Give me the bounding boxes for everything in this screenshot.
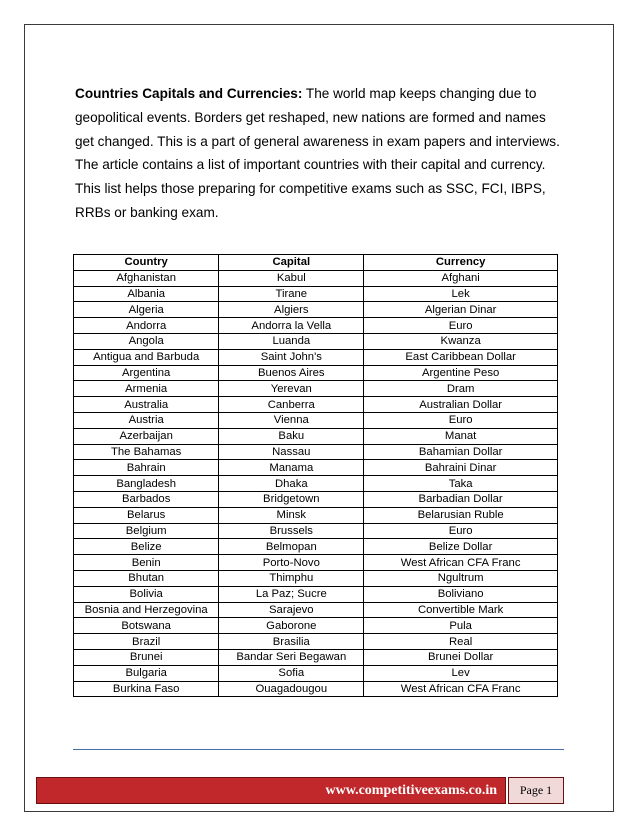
cell-country: Austria [74, 412, 219, 428]
table-row [74, 333, 558, 349]
table-row [74, 586, 558, 602]
cell-capital: La Paz; Sucre [219, 586, 364, 602]
table-row [74, 318, 558, 334]
intro-bold-lead: Countries Capitals and Currencies: [75, 86, 303, 101]
table-body [74, 270, 558, 697]
table-row [74, 460, 558, 476]
cell-country: Albania [74, 286, 219, 302]
cell-capital: Belmopan [219, 539, 364, 555]
cell-capital: Canberra [219, 397, 364, 413]
cell-country: Belize [74, 539, 219, 555]
cell-capital: Algiers [219, 302, 364, 318]
cell-country: Bahrain [74, 460, 219, 476]
cell-capital: Vienna [219, 412, 364, 428]
cell-capital: Sofia [219, 665, 364, 681]
cell-country: Armenia [74, 381, 219, 397]
table-row [74, 476, 558, 492]
cell-currency: Belarusian Ruble [364, 507, 558, 523]
cell-currency: Manat [364, 428, 558, 444]
countries-table [73, 254, 558, 697]
cell-currency: Real [364, 634, 558, 650]
cell-country: Belgium [74, 523, 219, 539]
cell-country: Burkina Faso [74, 681, 219, 697]
cell-currency: West African CFA Franc [364, 681, 558, 697]
table-row [74, 349, 558, 365]
cell-currency: Australian Dollar [364, 397, 558, 413]
cell-country: Bangladesh [74, 476, 219, 492]
cell-capital: Bridgetown [219, 491, 364, 507]
cell-currency: Lek [364, 286, 558, 302]
cell-capital: Brasilia [219, 634, 364, 650]
table-row [74, 681, 558, 697]
table-row [74, 412, 558, 428]
cell-country: Antigua and Barbuda [74, 349, 219, 365]
cell-currency: Argentine Peso [364, 365, 558, 381]
cell-capital: Andorra la Vella [219, 318, 364, 334]
table-row [74, 523, 558, 539]
cell-currency: East Caribbean Dollar [364, 349, 558, 365]
cell-country: Bhutan [74, 570, 219, 586]
cell-currency: Bahamian Dollar [364, 444, 558, 460]
header-country: Country [74, 255, 219, 271]
table-row [74, 539, 558, 555]
cell-currency: Dram [364, 381, 558, 397]
cell-capital: Saint John's [219, 349, 364, 365]
table-row [74, 602, 558, 618]
cell-capital: Luanda [219, 333, 364, 349]
cell-country: Brunei [74, 649, 219, 665]
table-row [74, 649, 558, 665]
cell-capital: Manama [219, 460, 364, 476]
cell-currency: Afghani [364, 270, 558, 286]
table-row [74, 365, 558, 381]
cell-currency: Convertible Mark [364, 602, 558, 618]
cell-country: Belarus [74, 507, 219, 523]
cell-capital: Buenos Aires [219, 365, 364, 381]
cell-currency: Euro [364, 412, 558, 428]
cell-capital: Dhaka [219, 476, 364, 492]
table-row [74, 444, 558, 460]
cell-capital: Kabul [219, 270, 364, 286]
footer-divider [73, 749, 564, 750]
intro-body: The world map keeps changing due to geopolitical events. Borders get reshaped, new nations are formed and names get changed. This is a part of general awareness in exam papers and interviews. The article contains a list of important countries with their capital and currency. This list helps those preparing for competitive exams such as SSC, FCI, IBPS, RRBs or banking exam. [75, 86, 560, 220]
cell-currency: Pula [364, 618, 558, 634]
cell-country: Algeria [74, 302, 219, 318]
cell-capital: Sarajevo [219, 602, 364, 618]
cell-country: Bulgaria [74, 665, 219, 681]
cell-capital: Ouagadougou [219, 681, 364, 697]
table-row [74, 270, 558, 286]
cell-capital: Yerevan [219, 381, 364, 397]
cell-country: Brazil [74, 634, 219, 650]
cell-country: The Bahamas [74, 444, 219, 460]
table-row [74, 491, 558, 507]
cell-currency: Brunei Dollar [364, 649, 558, 665]
cell-country: Angola [74, 333, 219, 349]
cell-country: Azerbaijan [74, 428, 219, 444]
cell-country: Bosnia and Herzegovina [74, 602, 219, 618]
cell-currency: Belize Dollar [364, 539, 558, 555]
footer-url-link[interactable]: www.competitiveexams.co.in [325, 783, 497, 798]
cell-currency: Algerian Dinar [364, 302, 558, 318]
cell-currency: West African CFA Franc [364, 555, 558, 571]
footer-bar [36, 777, 506, 804]
table-row [74, 555, 558, 571]
cell-currency: Bahraini Dinar [364, 460, 558, 476]
cell-currency: Euro [364, 523, 558, 539]
cell-country: Benin [74, 555, 219, 571]
cell-country: Bolivia [74, 586, 219, 602]
cell-capital: Bandar Seri Begawan [219, 649, 364, 665]
cell-country: Botswana [74, 618, 219, 634]
cell-currency: Taka [364, 476, 558, 492]
table-row [74, 302, 558, 318]
header-currency: Currency [364, 255, 558, 271]
cell-currency: Euro [364, 318, 558, 334]
cell-capital: Gaborone [219, 618, 364, 634]
cell-capital: Tirane [219, 286, 364, 302]
cell-capital: Thimphu [219, 570, 364, 586]
cell-currency: Boliviano [364, 586, 558, 602]
cell-country: Argentina [74, 365, 219, 381]
table-row [74, 665, 558, 681]
cell-country: Afghanistan [74, 270, 219, 286]
intro-paragraph [75, 82, 567, 225]
table-header-row [74, 255, 558, 271]
cell-capital: Nassau [219, 444, 364, 460]
cell-capital: Minsk [219, 507, 364, 523]
table-row [74, 634, 558, 650]
table-row [74, 397, 558, 413]
table-row [74, 428, 558, 444]
table-row [74, 286, 558, 302]
page-number: Page 1 [508, 777, 564, 804]
cell-capital: Porto-Novo [219, 555, 364, 571]
header-capital: Capital [219, 255, 364, 271]
table-row [74, 618, 558, 634]
cell-currency: Kwanza [364, 333, 558, 349]
cell-country: Barbados [74, 491, 219, 507]
table-row [74, 381, 558, 397]
table-row [74, 570, 558, 586]
cell-country: Australia [74, 397, 219, 413]
cell-currency: Lev [364, 665, 558, 681]
cell-currency: Barbadian Dollar [364, 491, 558, 507]
cell-capital: Baku [219, 428, 364, 444]
cell-country: Andorra [74, 318, 219, 334]
cell-capital: Brussels [219, 523, 364, 539]
table-row [74, 507, 558, 523]
cell-currency: Ngultrum [364, 570, 558, 586]
